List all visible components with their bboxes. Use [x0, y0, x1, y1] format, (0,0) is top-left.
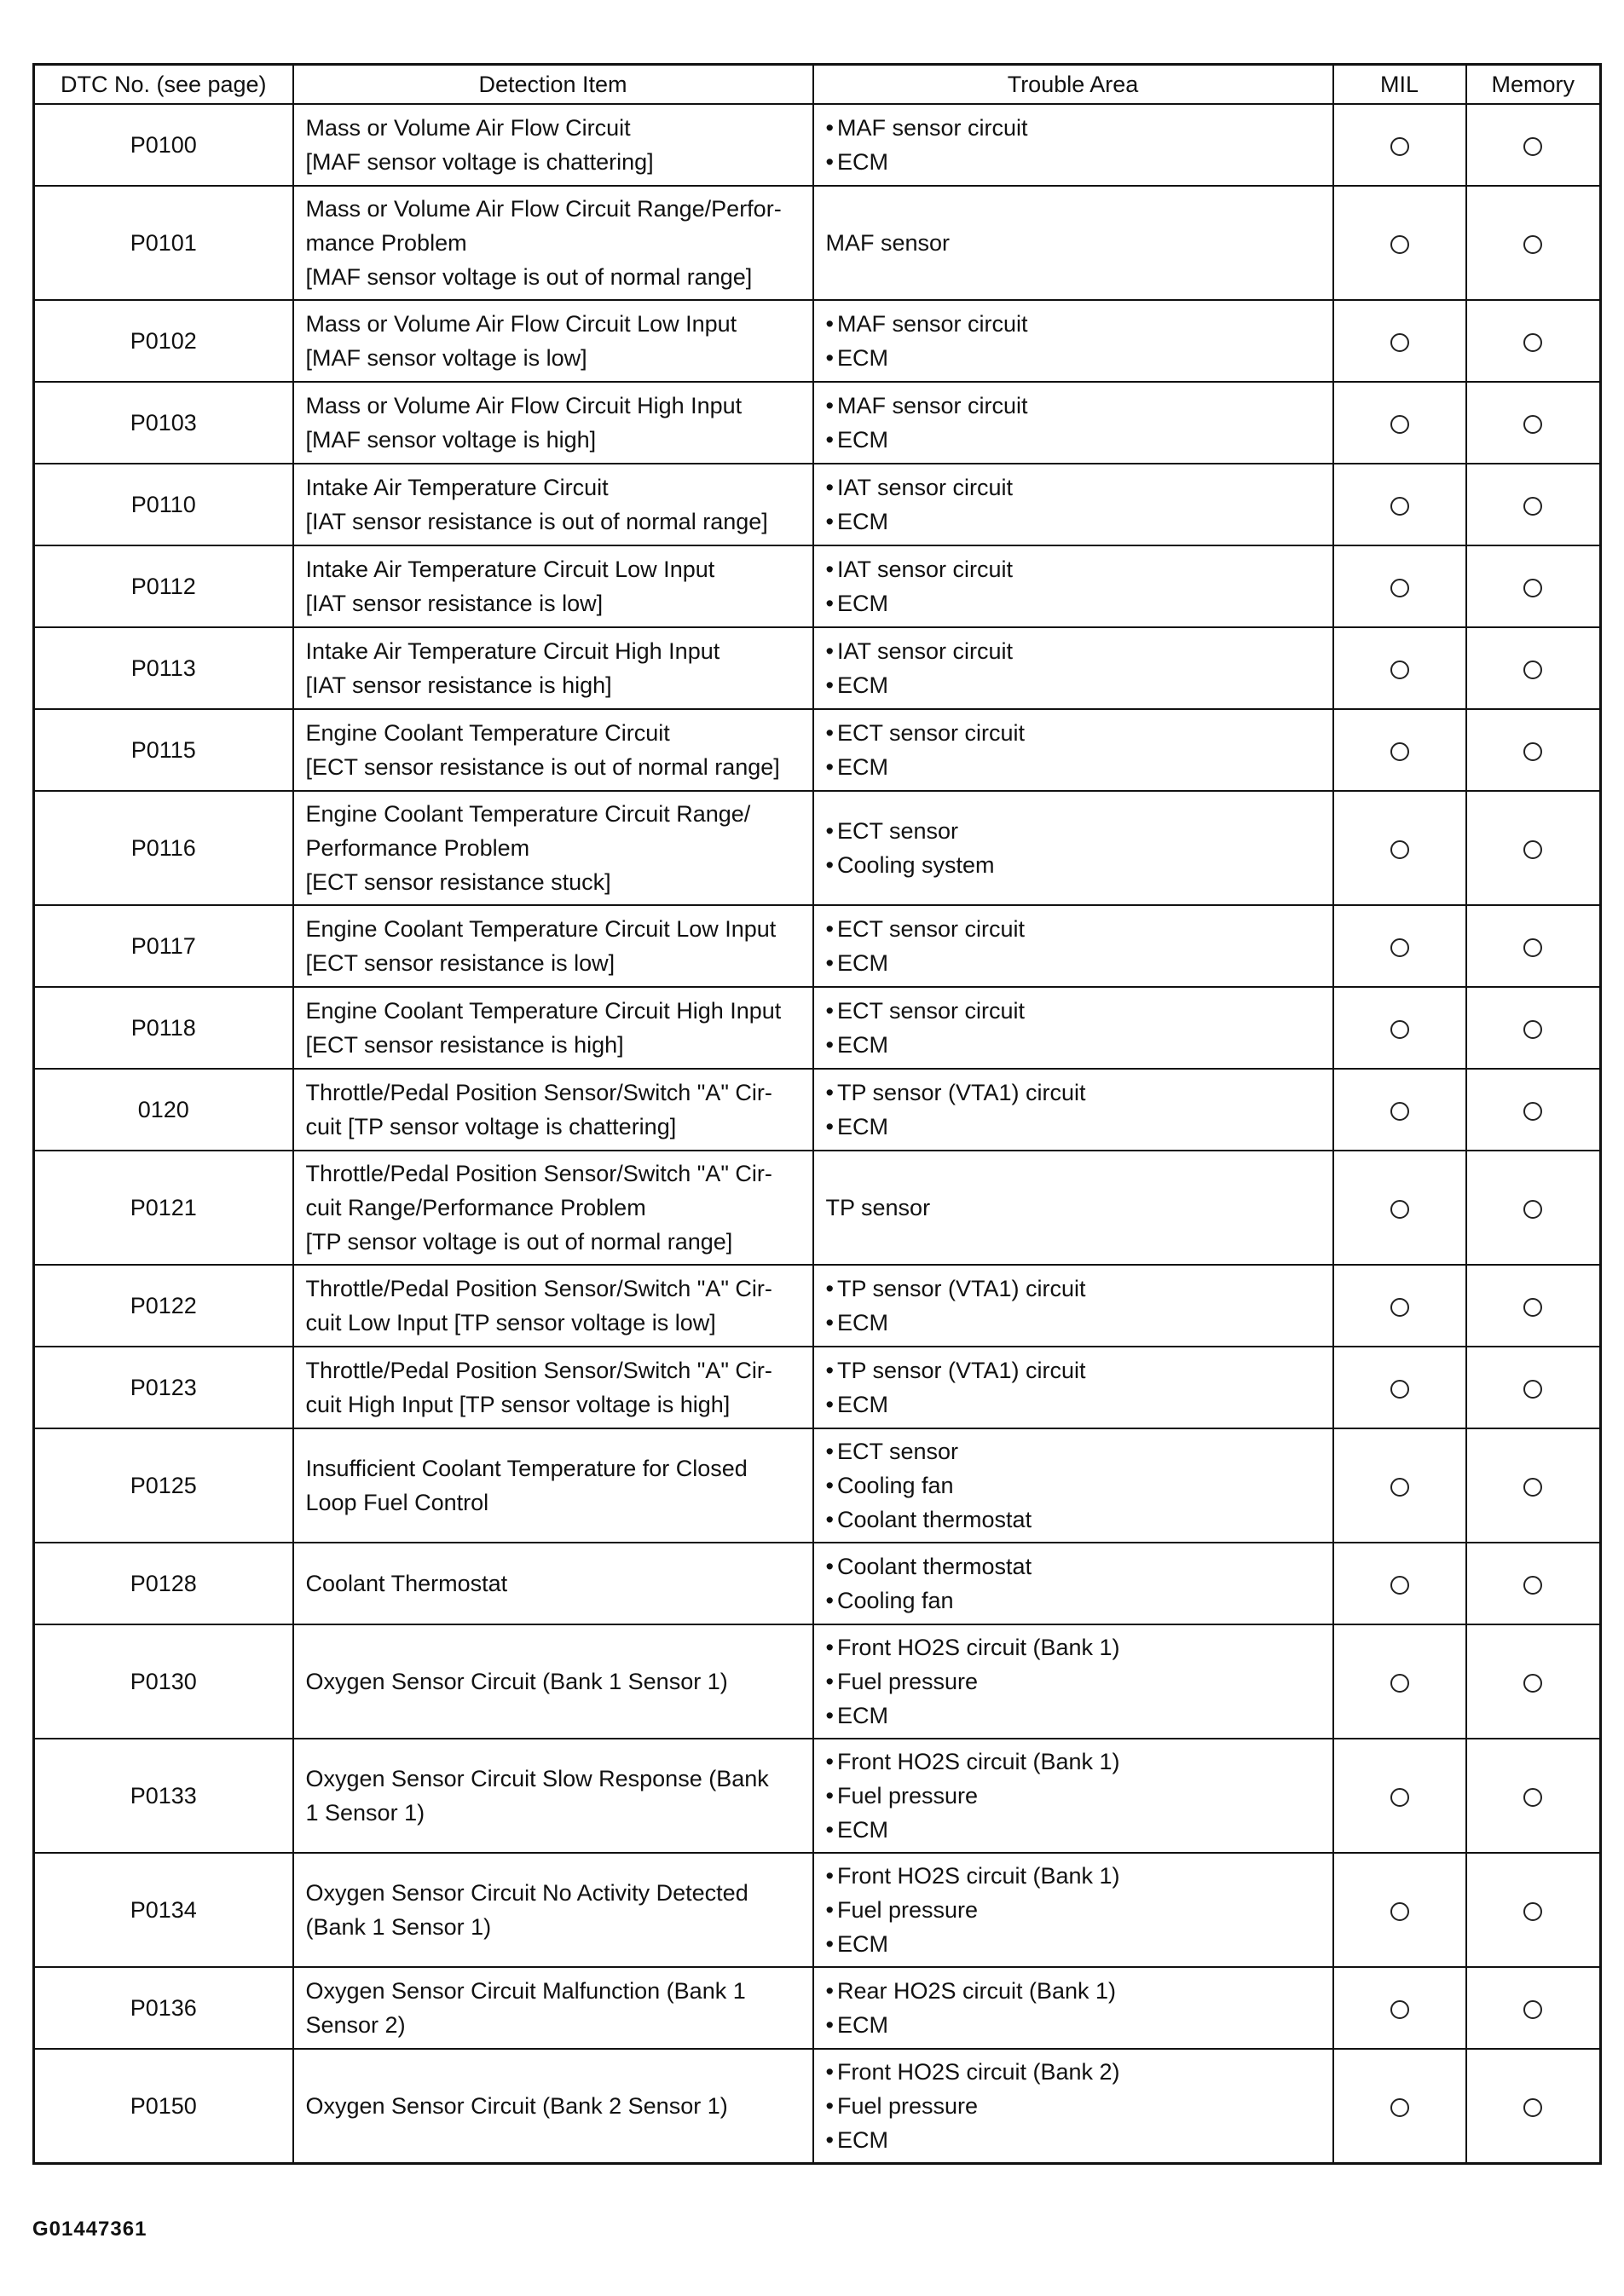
dtc-table [32, 63, 1602, 2165]
mil-cell [1333, 2049, 1466, 2163]
trouble-area [813, 1967, 1333, 2049]
circle-icon [1390, 1102, 1409, 1121]
trouble-area [813, 905, 1333, 987]
circle-icon [1390, 2000, 1409, 2019]
header-memory: Memory [1466, 65, 1601, 105]
trouble-area [813, 382, 1333, 464]
trouble-area [813, 1265, 1333, 1347]
detection-line: Throttle/Pedal Position Sensor/Switch "A" Cir- [305, 1276, 772, 1301]
detection-item [293, 1265, 813, 1347]
circle-icon [1523, 1674, 1542, 1693]
detection-item [293, 104, 813, 186]
memory-cell [1466, 1069, 1601, 1151]
detection-item [293, 627, 813, 709]
dtc-code: P0130 [34, 1624, 293, 1739]
circle-icon [1523, 1298, 1542, 1317]
memory-cell [1466, 1347, 1601, 1428]
detection-line: Coolant Thermostat [305, 1571, 508, 1596]
memory-cell [1466, 1151, 1601, 1265]
circle-icon [1523, 742, 1542, 761]
trouble-area [813, 1739, 1333, 1853]
mil-cell [1333, 186, 1466, 300]
trouble-area-item: • ECM [826, 2008, 1321, 2042]
circle-icon [1523, 333, 1542, 352]
trouble-area-item: • ECT sensor [826, 1434, 1321, 1468]
trouble-area-item: • Front HO2S circuit (Bank 1) [826, 1630, 1321, 1664]
dtc-code: P0136 [34, 1967, 293, 2049]
trouble-area [813, 104, 1333, 186]
trouble-area-item: • Front HO2S circuit (Bank 1) [826, 1859, 1321, 1893]
detection-line: Performance Problem [305, 835, 530, 861]
circle-icon [1390, 1902, 1409, 1921]
circle-icon [1523, 235, 1542, 254]
table-row [34, 1853, 1601, 1967]
detection-item [293, 1853, 813, 1967]
mil-cell [1333, 627, 1466, 709]
trouble-area-item: • Fuel pressure [826, 2089, 1321, 2123]
detection-item [293, 1543, 813, 1624]
circle-icon [1523, 579, 1542, 597]
header-row [34, 65, 1601, 105]
header-dtc: DTC No. (see page) [34, 65, 293, 105]
detection-line: Intake Air Temperature Circuit [305, 475, 609, 500]
detection-line: (Bank 1 Sensor 1) [305, 1914, 492, 1940]
trouble-area-item: • ECM [826, 341, 1321, 375]
circle-icon [1523, 1380, 1542, 1399]
trouble-area-item: • ECM [826, 750, 1321, 784]
memory-cell [1466, 791, 1601, 905]
table-row [34, 987, 1601, 1069]
dtc-code: P0121 [34, 1151, 293, 1265]
detection-line: Oxygen Sensor Circuit (Bank 1 Sensor 1) [305, 1669, 728, 1694]
detection-item [293, 186, 813, 300]
trouble-area-item: • ECM [826, 946, 1321, 980]
trouble-area [813, 1347, 1333, 1428]
detection-line: [ECT sensor resistance stuck] [305, 869, 611, 895]
mil-cell [1333, 1739, 1466, 1853]
dtc-code: P0133 [34, 1739, 293, 1853]
memory-cell [1466, 1967, 1601, 2049]
detection-line: [MAF sensor voltage is high] [305, 427, 597, 453]
mil-cell [1333, 300, 1466, 382]
dtc-code: 0120 [34, 1069, 293, 1151]
dtc-code: P0115 [34, 709, 293, 791]
trouble-area-item: • MAF sensor circuit [826, 307, 1321, 341]
figure-id: G01447361 [32, 2218, 147, 2241]
header-mil: MIL [1333, 65, 1466, 105]
circle-icon [1390, 1200, 1409, 1219]
detection-line: mance Problem [305, 230, 467, 256]
circle-icon [1390, 840, 1409, 859]
table-row [34, 1624, 1601, 1739]
detection-line: [IAT sensor resistance is high] [305, 672, 612, 698]
memory-cell [1466, 1739, 1601, 1853]
detection-line: Mass or Volume Air Flow Circuit High Input [305, 393, 743, 418]
table-row [34, 1739, 1601, 1853]
trouble-area-item: • ECT sensor [826, 814, 1321, 848]
detection-item [293, 1428, 813, 1543]
dtc-code: P0122 [34, 1265, 293, 1347]
circle-icon [1523, 1200, 1542, 1219]
trouble-area [813, 987, 1333, 1069]
trouble-area-item: • ECM [826, 1813, 1321, 1847]
detection-line: Engine Coolant Temperature Circuit Low Input [305, 916, 777, 942]
detection-line: [ECT sensor resistance is low] [305, 950, 616, 976]
detection-line: cuit [TP sensor voltage is chattering] [305, 1114, 677, 1139]
detection-line: Engine Coolant Temperature Circuit Range/ [305, 801, 751, 827]
trouble-area [813, 627, 1333, 709]
table-row [34, 1967, 1601, 2049]
detection-line: Mass or Volume Air Flow Circuit Low Input [305, 311, 737, 337]
circle-icon [1390, 742, 1409, 761]
trouble-area-item: • Coolant thermostat [826, 1503, 1321, 1537]
circle-icon [1523, 1902, 1542, 1921]
detection-item [293, 545, 813, 627]
circle-icon [1523, 938, 1542, 957]
circle-icon [1390, 2098, 1409, 2117]
memory-cell [1466, 464, 1601, 545]
table-row [34, 1543, 1601, 1624]
detection-item [293, 2049, 813, 2163]
trouble-area [813, 1069, 1333, 1151]
trouble-area [813, 709, 1333, 791]
circle-icon [1390, 1298, 1409, 1317]
detection-item [293, 1967, 813, 2049]
detection-line: [TP sensor voltage is out of normal range] [305, 1229, 733, 1255]
trouble-area-item: • ECM [826, 1028, 1321, 1062]
circle-icon [1390, 137, 1409, 156]
dtc-code: P0117 [34, 905, 293, 987]
circle-icon [1523, 1478, 1542, 1497]
mil-cell [1333, 464, 1466, 545]
circle-icon [1523, 497, 1542, 516]
dtc-code: P0150 [34, 2049, 293, 2163]
header-detection-item: Detection Item [293, 65, 813, 105]
table-row [34, 905, 1601, 987]
detection-line: cuit Range/Performance Problem [305, 1195, 646, 1220]
dtc-code: P0125 [34, 1428, 293, 1543]
circle-icon [1390, 661, 1409, 679]
dtc-code: P0123 [34, 1347, 293, 1428]
trouble-area-item: • ECT sensor circuit [826, 912, 1321, 946]
trouble-area [813, 186, 1333, 300]
trouble-area [813, 1543, 1333, 1624]
dtc-code: P0100 [34, 104, 293, 186]
detection-line: 1 Sensor 1) [305, 1800, 425, 1826]
memory-cell [1466, 300, 1601, 382]
detection-item [293, 464, 813, 545]
trouble-area-item: • Cooling fan [826, 1584, 1321, 1618]
trouble-area-item: • TP sensor (VTA1) circuit [826, 1076, 1321, 1110]
trouble-area-item: • ECT sensor circuit [826, 994, 1321, 1028]
detection-line: Engine Coolant Temperature Circuit [305, 720, 670, 746]
detection-line: Intake Air Temperature Circuit High Input [305, 638, 720, 664]
detection-line: Oxygen Sensor Circuit Malfunction (Bank 1 [305, 1978, 746, 2004]
trouble-area-item: MAF sensor [825, 230, 951, 256]
dtc-code: P0128 [34, 1543, 293, 1624]
memory-cell [1466, 987, 1601, 1069]
detection-line: Mass or Volume Air Flow Circuit Range/Perfor- [305, 196, 782, 222]
dtc-code: P0101 [34, 186, 293, 300]
memory-cell [1466, 1624, 1601, 1739]
table-row [34, 709, 1601, 791]
dtc-code: P0113 [34, 627, 293, 709]
table-row [34, 1151, 1601, 1265]
trouble-area [813, 300, 1333, 382]
table-row [34, 464, 1601, 545]
mil-cell [1333, 1853, 1466, 1967]
table-row [34, 300, 1601, 382]
table-row [34, 545, 1601, 627]
circle-icon [1523, 1576, 1542, 1595]
detection-line: Throttle/Pedal Position Sensor/Switch "A" Cir- [305, 1080, 772, 1105]
trouble-area-item: • Coolant thermostat [826, 1549, 1321, 1584]
trouble-area-item: • ECM [826, 1110, 1321, 1144]
trouble-area-item: • IAT sensor circuit [826, 634, 1321, 668]
trouble-area-item: • Cooling fan [826, 1468, 1321, 1503]
trouble-area-item: • ECM [826, 586, 1321, 620]
mil-cell [1333, 987, 1466, 1069]
detection-item [293, 709, 813, 791]
trouble-area-item: • TP sensor (VTA1) circuit [826, 1353, 1321, 1387]
memory-cell [1466, 2049, 1601, 2163]
dtc-code: P0134 [34, 1853, 293, 1967]
circle-icon [1523, 1102, 1542, 1121]
circle-icon [1390, 415, 1409, 434]
detection-item [293, 382, 813, 464]
table-row [34, 186, 1601, 300]
dtc-code: P0102 [34, 300, 293, 382]
trouble-area-item: • IAT sensor circuit [826, 552, 1321, 586]
mil-cell [1333, 1967, 1466, 2049]
dtc-code: P0118 [34, 987, 293, 1069]
circle-icon [1523, 415, 1542, 434]
detection-line: [IAT sensor resistance is out of normal range] [305, 509, 768, 534]
memory-cell [1466, 545, 1601, 627]
mil-cell [1333, 905, 1466, 987]
trouble-area-item: • MAF sensor circuit [826, 111, 1321, 145]
detection-item [293, 905, 813, 987]
detection-line: Throttle/Pedal Position Sensor/Switch "A" Cir- [305, 1161, 772, 1186]
mil-cell [1333, 1428, 1466, 1543]
trouble-area-item: • ECM [826, 1306, 1321, 1340]
circle-icon [1390, 579, 1409, 597]
header-trouble-area: Trouble Area [813, 65, 1333, 105]
memory-cell [1466, 627, 1601, 709]
circle-icon [1390, 333, 1409, 352]
trouble-area-item: • Fuel pressure [826, 1664, 1321, 1699]
trouble-area-item: • ECM [826, 1927, 1321, 1961]
detection-line: [MAF sensor voltage is low] [305, 345, 587, 371]
trouble-area-item: • Cooling system [826, 848, 1321, 882]
mil-cell [1333, 1347, 1466, 1428]
detection-item [293, 1624, 813, 1739]
table-row [34, 791, 1601, 905]
memory-cell [1466, 186, 1601, 300]
dtc-code: P0116 [34, 791, 293, 905]
circle-icon [1523, 2098, 1542, 2117]
trouble-area-item: • Front HO2S circuit (Bank 1) [826, 1745, 1321, 1779]
trouble-area [813, 545, 1333, 627]
table-row [34, 104, 1601, 186]
memory-cell [1466, 905, 1601, 987]
mil-cell [1333, 1543, 1466, 1624]
circle-icon [1390, 1380, 1409, 1399]
memory-cell [1466, 1853, 1601, 1967]
detection-item [293, 300, 813, 382]
circle-icon [1390, 1576, 1409, 1595]
detection-line: Oxygen Sensor Circuit Slow Response (Bank [305, 1766, 769, 1791]
table-row [34, 1347, 1601, 1428]
mil-cell [1333, 545, 1466, 627]
detection-line: Oxygen Sensor Circuit (Bank 2 Sensor 1) [305, 2092, 728, 2119]
trouble-area [813, 2049, 1333, 2163]
trouble-area-item: TP sensor [825, 1195, 931, 1220]
circle-icon [1523, 2000, 1542, 2019]
mil-cell [1333, 1151, 1466, 1265]
circle-icon [1523, 661, 1542, 679]
dtc-code: P0110 [34, 464, 293, 545]
mil-cell [1333, 382, 1466, 464]
trouble-area [813, 791, 1333, 905]
trouble-area-item: • TP sensor (VTA1) circuit [826, 1272, 1321, 1306]
trouble-area-item: • ECM [826, 423, 1321, 457]
memory-cell [1466, 1543, 1601, 1624]
trouble-area-item: • ECM [826, 1699, 1321, 1733]
circle-icon [1390, 1020, 1409, 1039]
detection-line: [MAF sensor voltage is out of normal range] [305, 264, 753, 290]
trouble-area-item: • ECM [826, 1387, 1321, 1422]
memory-cell [1466, 1428, 1601, 1543]
table-header [34, 65, 1601, 105]
circle-icon [1390, 938, 1409, 957]
table-row [34, 2049, 1601, 2163]
trouble-area-item: • ECT sensor circuit [826, 716, 1321, 750]
mil-cell [1333, 104, 1466, 186]
table-row [34, 382, 1601, 464]
detection-line: Oxygen Sensor Circuit No Activity Detected [305, 1880, 748, 1906]
detection-line: [MAF sensor voltage is chattering] [305, 149, 654, 175]
trouble-area-item: • IAT sensor circuit [826, 470, 1321, 505]
trouble-area [813, 464, 1333, 545]
detection-line: cuit Low Input [TP sensor voltage is low] [305, 1310, 716, 1335]
circle-icon [1390, 1788, 1409, 1807]
circle-icon [1523, 1788, 1542, 1807]
table-row [34, 1428, 1601, 1543]
table-body [34, 104, 1601, 2163]
trouble-area-item: • ECM [826, 668, 1321, 702]
mil-cell [1333, 1265, 1466, 1347]
detection-item [293, 1069, 813, 1151]
trouble-area [813, 1853, 1333, 1967]
memory-cell [1466, 104, 1601, 186]
circle-icon [1390, 1478, 1409, 1497]
mil-cell [1333, 709, 1466, 791]
trouble-area [813, 1428, 1333, 1543]
trouble-area-item: • Front HO2S circuit (Bank 2) [826, 2055, 1321, 2089]
detection-line: Sensor 2) [305, 2012, 406, 2038]
detection-line: cuit High Input [TP sensor voltage is high] [305, 1392, 731, 1417]
detection-item [293, 987, 813, 1069]
trouble-area [813, 1624, 1333, 1739]
table-row [34, 1069, 1601, 1151]
detection-line: Engine Coolant Temperature Circuit High Input [305, 998, 782, 1024]
trouble-area-item: • Fuel pressure [826, 1893, 1321, 1927]
circle-icon [1523, 840, 1542, 859]
detection-line: [ECT sensor resistance is high] [305, 1032, 624, 1058]
detection-item [293, 1151, 813, 1265]
detection-line: Intake Air Temperature Circuit Low Input [305, 557, 715, 582]
detection-item [293, 791, 813, 905]
detection-line: [ECT sensor resistance is out of normal range] [305, 754, 780, 780]
trouble-area-item: • MAF sensor circuit [826, 389, 1321, 423]
detection-line: Throttle/Pedal Position Sensor/Switch "A" Cir- [305, 1358, 772, 1383]
trouble-area-item: • ECM [826, 505, 1321, 539]
mil-cell [1333, 1069, 1466, 1151]
circle-icon [1390, 1674, 1409, 1693]
trouble-area-item: • ECM [826, 2123, 1321, 2157]
mil-cell [1333, 1624, 1466, 1739]
dtc-code: P0103 [34, 382, 293, 464]
trouble-area-item: • Fuel pressure [826, 1779, 1321, 1813]
circle-icon [1390, 235, 1409, 254]
memory-cell [1466, 382, 1601, 464]
mil-cell [1333, 791, 1466, 905]
table-row [34, 1265, 1601, 1347]
trouble-area-item: • Rear HO2S circuit (Bank 1) [826, 1974, 1321, 2008]
trouble-area-item: • ECM [826, 145, 1321, 179]
trouble-area [813, 1151, 1333, 1265]
memory-cell [1466, 709, 1601, 791]
detection-item [293, 1347, 813, 1428]
detection-line: Loop Fuel Control [305, 1490, 489, 1515]
dtc-code: P0112 [34, 545, 293, 627]
detection-item [293, 1739, 813, 1853]
table-row [34, 627, 1601, 709]
detection-line: Mass or Volume Air Flow Circuit [305, 115, 631, 141]
memory-cell [1466, 1265, 1601, 1347]
circle-icon [1390, 497, 1409, 516]
detection-line: [IAT sensor resistance is low] [305, 591, 604, 616]
circle-icon [1523, 1020, 1542, 1039]
circle-icon [1523, 137, 1542, 156]
detection-line: Insufficient Coolant Temperature for Closed [305, 1456, 748, 1481]
